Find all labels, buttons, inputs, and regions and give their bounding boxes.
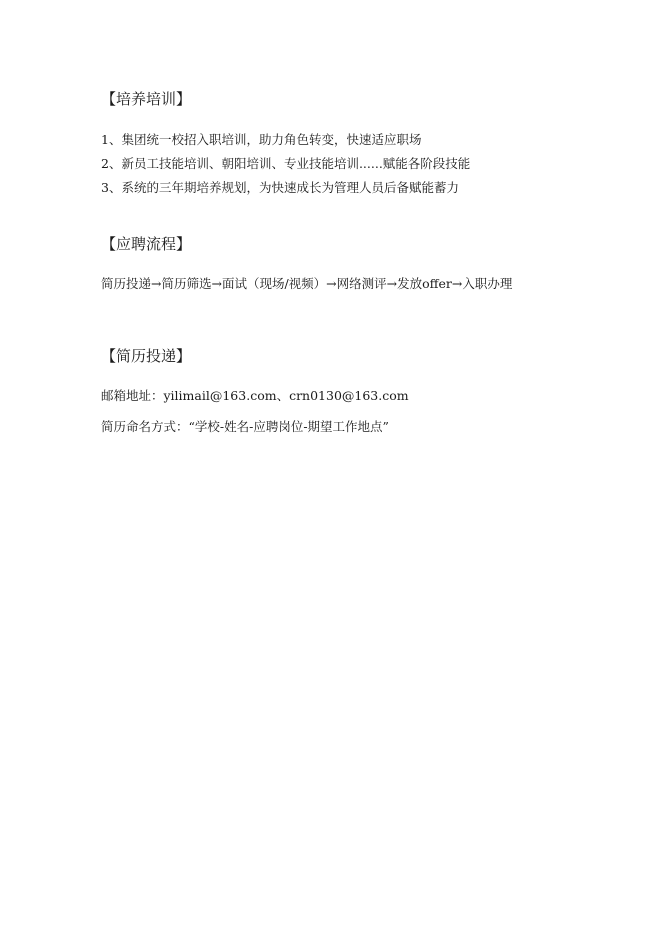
training-item-1: 1、集团统一校招入职培训，助力角色转变，快速适应职场 bbox=[101, 132, 422, 147]
resume-naming-line: 简历命名方式：“学校-姓名-应聘岗位-期望工作地点” bbox=[101, 419, 389, 434]
training-item-2: 2、新员工技能培训、朝阳培训、专业技能培训......赋能各阶段技能 bbox=[101, 156, 471, 171]
submission-heading: 【简历投递】 bbox=[101, 347, 192, 365]
training-heading: 【培养培训】 bbox=[101, 90, 192, 108]
process-heading: 【应聘流程】 bbox=[101, 235, 192, 253]
training-item-3: 3、系统的三年期培养规划，为快速成长为管理人员后备赋能蓄力 bbox=[101, 180, 459, 195]
process-steps: 简历投递→简历筛选→面试（现场/视频）→网络测评→发放offer→入职办理 bbox=[101, 276, 513, 291]
email-address-line: 邮箱地址：yilimail@163.com、crn0130@163.com bbox=[101, 388, 409, 403]
